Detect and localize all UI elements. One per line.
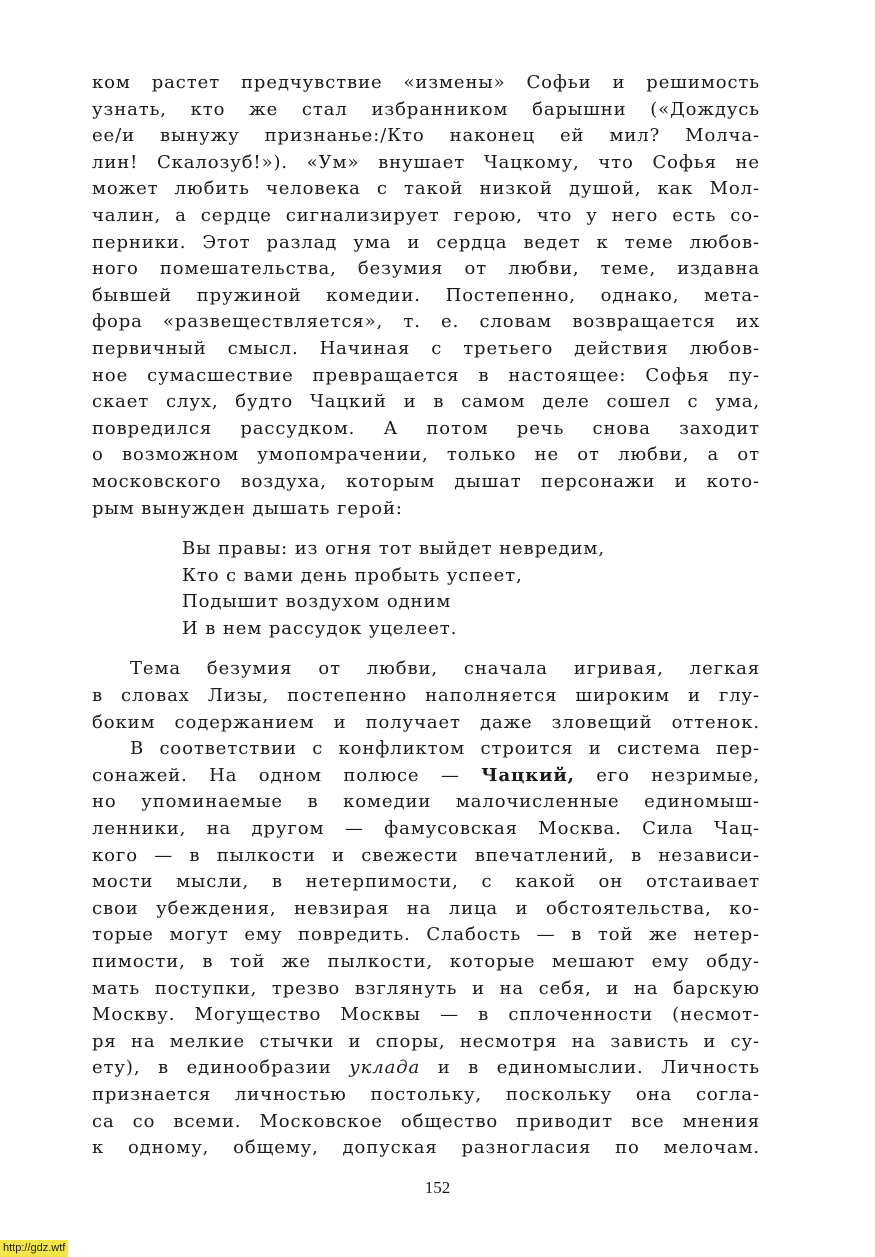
text-line: ное сумасшествие превращается в настоящее: Софья пу- [92, 364, 760, 386]
text-line: фора «развеществляется», т. е. словам возвращается их [92, 311, 760, 333]
verse-line: Вы правы: из огня тот выйдет невредим, [182, 538, 605, 560]
text-fragment: его незримые, [574, 764, 760, 786]
italic-term: уклада [349, 1057, 421, 1079]
text-line: ного помешательства, безумия от любви, теме, издавна [92, 258, 760, 280]
text-line: чалин, а сердце сигнализирует герою, что у него есть со- [92, 204, 760, 226]
text-fragment: и в единомыслии. Личность [420, 1057, 760, 1079]
text-line: лин! Скалозуб!»). «Ум» внушает Чацкому, что Софья не [92, 151, 760, 173]
text-line: боким содержанием и получает даже зловещий оттенок. [92, 711, 760, 733]
text-line: признается личностью постольку, поскольку она согла- [92, 1083, 760, 1105]
text-line: свои убеждения, невзирая на лица и обстоятельства, ко- [92, 897, 760, 919]
text-line: пимости, в той же пылкости, которые мешают ему обду- [92, 951, 760, 972]
text-line: ря на мелкие стычки и споры, несмотря на зависть и су- [92, 1030, 760, 1052]
paragraph-1 [92, 70, 760, 522]
paragraph-2 [92, 656, 760, 736]
text-line: кого — в пылкости и свежести впечатлений, в независи- [92, 844, 760, 866]
character-name-bold: Чацкий, [481, 764, 575, 786]
text-line: ленники, на другом — фамусовская Москва. Сила Чац- [92, 818, 760, 840]
text-fragment: ету), в единообразии [92, 1057, 350, 1079]
text-line: бывшей пружиной комедии. Постепенно, однако, мета- [92, 284, 760, 306]
page-body [92, 70, 760, 1162]
text-line: в словах Лизы, постепенно наполняется широким и глу- [92, 685, 760, 707]
text-line: узнать, кто же стал избранником барышни («Дождусь [92, 98, 760, 120]
text-line: первичный смысл. Начиная с третьего действия любов- [92, 337, 760, 359]
text-line: ком растет предчувствие «измены» Софьи и решимость [92, 72, 760, 93]
text-line [92, 763, 760, 790]
text-line [92, 1055, 760, 1082]
text-line: повредился рассудком. А потом речь снова заходит [92, 417, 760, 439]
text-line: может любить человека с такой низкой душой, как Мол- [92, 178, 760, 200]
page-number: 152 [424, 1178, 451, 1197]
verse-line: И в нем рассудок уцелеет. [182, 617, 458, 639]
paragraph-3 [92, 736, 760, 1162]
text-line: о возможном умопомрачении, только не от любви, а от [92, 444, 760, 466]
text-line: рым вынужден дышать герой: [92, 497, 403, 519]
text-line: ее/и вынужу признанье:/Кто наконец ей мил? Молча- [92, 125, 760, 147]
text-line: но упоминаемые в комедии малочисленные единомыш- [92, 791, 760, 813]
text-line: Тема безумия от любви, сначала игривая, легкая [130, 658, 760, 680]
text-line: мости мысли, в нетерпимости, с какой он отстаивает [92, 871, 760, 893]
text-fragment: сонажей. На одном полюсе — [92, 764, 482, 786]
text-line: Москву. Могущество Москвы — в сплоченности (несмот- [92, 1004, 760, 1026]
verse-line: Кто с вами день пробыть успеет, [182, 564, 523, 586]
watermark-link[interactable]: http://gdz.wtf [0, 1240, 68, 1257]
text-line: московского воздуха, которым дышат персонажи и кото- [92, 470, 760, 492]
verse-quote [92, 536, 760, 642]
text-line: скает слух, будто Чацкий и в самом деле сошел с ума, [92, 391, 760, 413]
text-line: торые могут ему повредить. Слабость — в той же нетер- [92, 924, 760, 946]
text-line: са со всеми. Московское общество приводит все мнения [92, 1110, 760, 1132]
verse-line: Подышит воздухом одним [182, 591, 452, 613]
text-line: к одному, общему, допуская разногласия по мелочам. [92, 1137, 760, 1159]
text-line: В соответствии с конфликтом строится и система пер- [130, 738, 760, 760]
text-line: перники. Этот разлад ума и сердца ведет к теме любов- [92, 231, 760, 253]
text-line: мать поступки, трезво взглянуть и на себя, и на барскую [92, 977, 760, 999]
